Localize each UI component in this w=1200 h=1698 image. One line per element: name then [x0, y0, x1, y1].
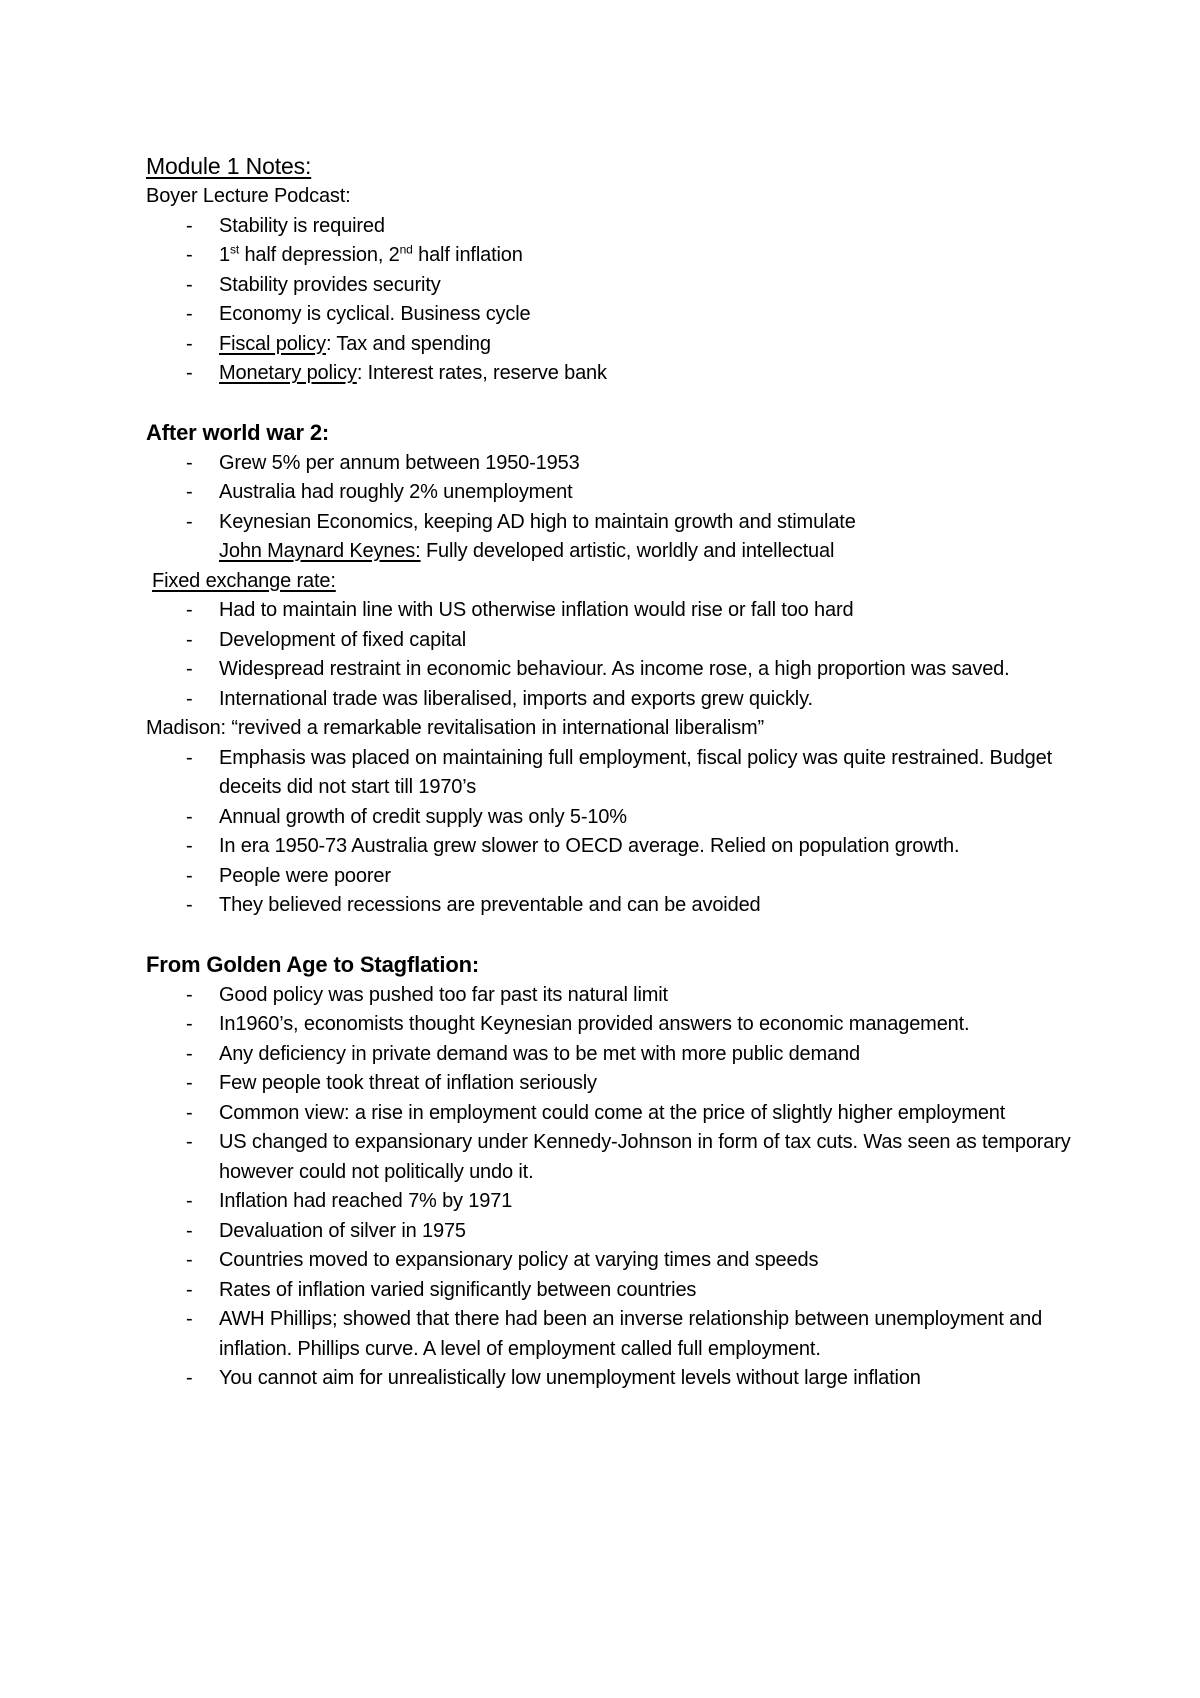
madison-quote: Madison: “revived a remarkable revitalisation in international liberalism”: [146, 717, 765, 739]
list-item: - Had to maintain line with US otherwise inflation would rise or fall too hard: [146, 596, 1076, 626]
list-item: - Stability is required: [146, 212, 1076, 242]
section-heading-stagflation: From Golden Age to Stagflation:: [146, 951, 480, 977]
list-item: - Good policy was pushed too far past its natural limit: [146, 981, 1076, 1011]
list-item: - Economy is cyclical. Business cycle: [146, 300, 1076, 330]
fixed-exchange-heading: Fixed exchange rate:: [152, 569, 336, 592]
list-item: - They believed recessions are preventable and can be avoided: [146, 891, 1076, 921]
list-item: - In era 1950-73 Australia grew slower to OECD average. Relied on population growth.: [146, 832, 1076, 862]
list-item: - AWH Phillips; showed that there had been an inverse relationship between unemployment and inflation. Phillips curve. A level of employment called full employment.: [146, 1305, 1076, 1364]
list-item: - International trade was liberalised, imports and exports grew quickly.: [146, 685, 1076, 715]
list-item: - Annual growth of credit supply was only 5-10%: [146, 803, 1076, 833]
list-item: - Any deficiency in private demand was to be met with more public demand: [146, 1040, 1076, 1070]
section-heading-postwar: After world war 2:: [146, 419, 330, 445]
boyer-list: [146, 212, 1076, 389]
list-item: - You cannot aim for unrealistically low unemployment levels without large inflation: [146, 1364, 1076, 1394]
list-item: - Widespread restraint in economic behaviour. As income rose, a high proportion was saved.: [146, 655, 1076, 685]
list-item: - 1st half depression, 2nd half inflation: [146, 241, 1076, 271]
list-item: - Few people took threat of inflation seriously: [146, 1069, 1076, 1099]
page-title: Module 1 Notes:: [146, 153, 312, 179]
list-item: - Development of fixed capital: [146, 626, 1076, 656]
list-item: - Inflation had reached 7% by 1971: [146, 1187, 1076, 1217]
list-item: - Rates of inflation varied significantly between countries: [146, 1276, 1076, 1306]
list-item: - In1960’s, economists thought Keynesian provided answers to economic management.: [146, 1010, 1076, 1040]
list-item: - People were poorer: [146, 862, 1076, 892]
fiscal-policy-term: Fiscal policy: [219, 332, 326, 355]
list-item: - Emphasis was placed on maintaining full employment, fiscal policy was quite restrained. Budget deceits did not start till 1970’s: [146, 744, 1076, 803]
monetary-policy-term: Monetary policy: [219, 362, 357, 384]
boyer-heading: Boyer Lecture Podcast:: [146, 185, 351, 207]
keynes-term: John Maynard Keynes:: [219, 540, 421, 562]
list-item: - Australia had roughly 2% unemployment: [146, 478, 1076, 508]
postwar-list: [146, 449, 1076, 538]
list-item: - Fiscal policy: Tax and spending: [146, 330, 1076, 360]
keynes-note: John Maynard Keynes: Fully developed artistic, worldly and intellectual: [219, 540, 835, 562]
fixed-exchange-list: [146, 596, 1076, 714]
list-item: - Devaluation of silver in 1975: [146, 1217, 1076, 1247]
document-page: [146, 150, 1076, 1394]
list-item: - Common view: a rise in employment could come at the price of slightly higher employment: [146, 1099, 1076, 1129]
list-item: - US changed to expansionary under Kennedy-Johnson in form of tax cuts. Was seen as temporary however could not politically undo it.: [146, 1128, 1076, 1187]
list-item: - Countries moved to expansionary policy at varying times and speeds: [146, 1246, 1076, 1276]
list-item: - Grew 5% per annum between 1950-1953: [146, 449, 1076, 479]
list-item: - Keynesian Economics, keeping AD high to maintain growth and stimulate: [146, 508, 1076, 538]
madison-list: [146, 744, 1076, 921]
list-item: - Stability provides security: [146, 271, 1076, 301]
stagflation-list: [146, 981, 1076, 1394]
list-item: - Monetary policy: Interest rates, reserve bank: [146, 359, 1076, 389]
